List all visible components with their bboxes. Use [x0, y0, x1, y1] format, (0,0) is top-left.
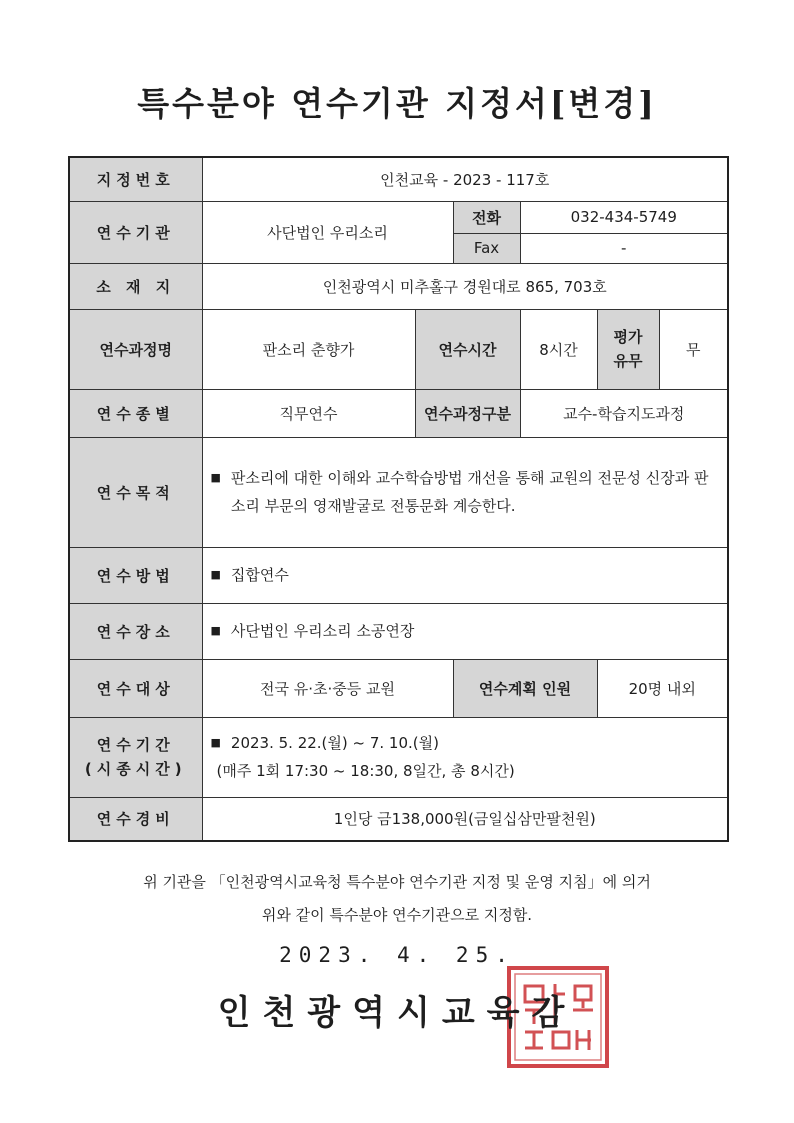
evaluation-label: [597, 309, 659, 389]
course-hours-value: 8시간: [520, 309, 597, 389]
institution-label: 연수기관: [69, 201, 202, 263]
course-name-label: 연수과정명: [69, 309, 202, 389]
document-title: 특수분야 연수기관 지정서[변경]: [137, 84, 657, 123]
fax-label: Fax: [453, 233, 520, 263]
designation-no-label: 지정번호: [69, 157, 202, 201]
notice-line-2: 위와 같이 특수분야 연수기관으로 지정함.: [261, 906, 533, 924]
row-purpose: [69, 437, 728, 547]
type-value: 직무연수: [202, 389, 415, 437]
target-value: 전국 유·초·중등 교원: [202, 659, 453, 717]
row-target: [69, 659, 728, 717]
place-label: 연수장소: [69, 603, 202, 659]
evaluation-label-line1: 평가: [613, 328, 643, 346]
row-designation-no: [69, 157, 728, 201]
period-label: [69, 717, 202, 797]
row-cost: [69, 797, 728, 841]
bullet-square-icon: ■: [210, 736, 221, 749]
type-label: 연수종별: [69, 389, 202, 437]
method-label: 연수방법: [69, 547, 202, 603]
category-value: 교수-학습지도과정: [520, 389, 728, 437]
bullet-square-icon: ■: [210, 471, 221, 484]
location-label: 소 재 지: [69, 263, 202, 309]
row-location: [69, 263, 728, 309]
cost-label: 연수경비: [69, 797, 202, 841]
method-value: 집합연수: [230, 566, 289, 584]
row-period: [69, 717, 728, 797]
location-value: 인천광역시 미추홀구 경원대로 865, 703호: [202, 263, 728, 309]
fax-value: -: [520, 233, 728, 263]
purpose-cell: [202, 437, 728, 547]
phone-value: 032-434-5749: [520, 201, 728, 233]
course-hours-label: 연수시간: [415, 309, 520, 389]
period-cell: [202, 717, 728, 797]
target-label: 연수대상: [69, 659, 202, 717]
designation-no-value: 인천교육 - 2023 - 117호: [202, 157, 728, 201]
period-label-line2: (시종시간): [84, 760, 187, 778]
issuer-name: 인천광역시교육감: [217, 993, 577, 1033]
period-line2: (매주 1회 17:30 ~ 18:30, 8일간, 총 8시간): [216, 762, 515, 780]
evaluation-label-line2: 유무: [613, 352, 643, 370]
cost-value: 1인당 금138,000원(금일십삼만팔천원): [202, 797, 728, 841]
bullet-square-icon: ■: [210, 568, 221, 581]
place-value: 사단법인 우리소리 소공연장: [230, 622, 415, 640]
bullet-square-icon: ■: [210, 624, 221, 637]
method-cell: [202, 547, 728, 603]
row-method: [69, 547, 728, 603]
designation-notice: [60, 866, 734, 932]
phone-label: 전화: [453, 201, 520, 233]
planned-count-label: 연수계획 인원: [453, 659, 597, 717]
course-name-value: 판소리 춘향가: [202, 309, 415, 389]
place-cell: [202, 603, 728, 659]
row-place: [69, 603, 728, 659]
planned-count-value: 20명 내외: [597, 659, 728, 717]
period-line1: 2023. 5. 22.(월) ~ 7. 10.(월): [230, 734, 439, 752]
row-type: [69, 389, 728, 437]
institution-value: 사단법인 우리소리: [202, 201, 453, 263]
row-institution: [69, 201, 728, 233]
issue-date: 2023. 4. 25.: [279, 943, 515, 967]
period-label-line1: 연수기간: [96, 736, 175, 754]
category-label: 연수과정구분: [415, 389, 520, 437]
row-course: [69, 309, 728, 389]
designation-table: [68, 156, 729, 842]
evaluation-value: 무: [659, 309, 728, 389]
notice-line-1: 위 기관을 「인천광역시교육청 특수분야 연수기관 지정 및 운영 지침」에 의거: [143, 873, 651, 891]
purpose-value: 판소리에 대한 이해와 교수학습방법 개선을 통해 교원의 전문성 신장과 판소리 부문의 영재발굴로 전통문화 계승한다.: [230, 469, 709, 515]
purpose-label: 연수목적: [69, 437, 202, 547]
